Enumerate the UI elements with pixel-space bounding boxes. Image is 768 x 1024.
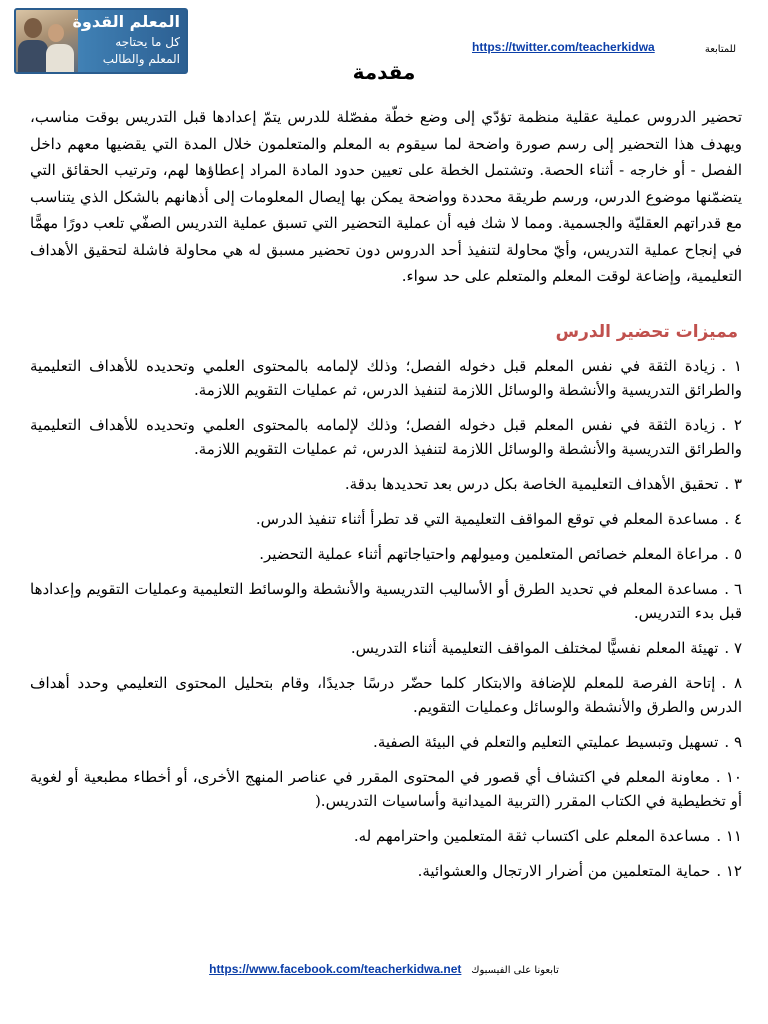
- list-item: [30, 472, 742, 496]
- item-number: ٨ .: [721, 674, 742, 692]
- logo-title: المعلم القدوة: [72, 12, 180, 31]
- item-text: مراعاة المعلم خصائص المتعلمين وميولهم واحتياجاتهم أثناء عملية التحضير.: [259, 545, 719, 563]
- follow-label: للمتابعة: [704, 44, 736, 55]
- item-text: معاونة المعلم في اكتشاف أي قصور في المحتوى المقرر في عناصر المنهج الأخرى، أو أخطاء مطبعية أو لغوية أو تخطيطية في الكتاب المقرر (التربية الميدانية وأساسيات التدريس.(: [30, 768, 742, 810]
- item-text: زيادة الثقة في نفس المعلم قبل دخوله الفصل؛ وذلك لإلمامه بالمحتوى العلمي وتحديده للأهداف التعليمية والطرائق التدريسية والأنشطة والوسائل اللازمة لتنفيذ الدرس، ثم عمليات التقويم اللازمة.: [30, 416, 742, 458]
- item-number: ٣ .: [724, 475, 742, 493]
- item-number: ١ .: [721, 357, 742, 375]
- list-item: [30, 413, 742, 461]
- item-text: مساعدة المعلم على اكتساب ثقة المتعلمين واحترامهم له.: [353, 827, 711, 845]
- item-number: ٦ .: [724, 580, 743, 598]
- item-text: مساعدة المعلم في توقع المواقف التعليمية التي قد تطرأ أثناء تنفيذ الدرس.: [255, 510, 719, 528]
- item-number: ٥ .: [724, 545, 742, 563]
- item-number: ٩ .: [724, 733, 742, 751]
- logo-line-1: كل ما يحتاجه: [115, 35, 180, 49]
- item-text: تهيئة المعلم نفسيًّا لمختلف المواقف التعليمية أثناء التدريس.: [350, 639, 719, 657]
- list-item: [30, 730, 742, 754]
- list-item: [30, 542, 742, 566]
- item-text: إتاحة الفرصة للمعلم للإضافة والابتكار كلما حضّر درسًا جديدًا، وقام بتحليل المحتوى التعليمي وحدد أهداف الدرس والطرق والأنشطة والوسائل وعمليات التقويم.: [30, 674, 742, 716]
- item-number: ١٢ .: [716, 862, 742, 880]
- item-number: ٢ .: [721, 416, 742, 434]
- facebook-link[interactable]: https://www.facebook.com/teacherkidwa.net: [209, 962, 462, 976]
- section-title: مميزات تحضير الدرس: [555, 322, 738, 342]
- list-item: [30, 354, 742, 402]
- item-number: ١١ .: [716, 827, 742, 845]
- features-list: [30, 354, 742, 894]
- item-text: تحقيق الأهداف التعليمية الخاصة بكل درس بعد تحديدها بدقة.: [344, 475, 719, 493]
- list-item: [30, 671, 742, 719]
- item-number: ٤ .: [724, 510, 742, 528]
- item-text: مساعدة المعلم في تحديد الطرق أو الأساليب التدريسية والأنشطة والوسائط التعليمية وعمليات التقويم وإعدادها قبل بدء التدريس.: [30, 580, 742, 622]
- list-item: [30, 577, 742, 625]
- footer: [0, 962, 768, 976]
- logo-line-2: المعلم والطالب: [102, 52, 180, 66]
- twitter-link[interactable]: https://twitter.com/teacherkidwa: [472, 40, 655, 54]
- page-title: مقدمة: [352, 60, 416, 84]
- list-item: [30, 636, 742, 660]
- item-text: حماية المتعلمين من أضرار الارتجال والعشوائية.: [417, 862, 711, 880]
- list-item: [30, 824, 742, 848]
- list-item: [30, 507, 742, 531]
- list-item: [30, 765, 742, 813]
- item-text: تسهيل وتبسيط عمليتي التعليم والتعلم في البيئة الصفية.: [373, 733, 719, 751]
- item-text: زيادة الثقة في نفس المعلم قبل دخوله الفصل؛ وذلك لإلمامه بالمحتوى العلمي وتحديده للأهداف التعليمية والطرائق التدريسية والأنشطة والوسائل اللازمة لتنفيذ الدرس، ثم عمليات التقويم اللازمة.: [30, 357, 742, 399]
- facebook-label: تابعونا على الفيسبوك: [471, 965, 559, 976]
- intro-paragraph: تحضير الدروس عملية عقلية منظمة تؤدّي إلى وضع خطّة مفصّلة للدرس يتمّ إعدادها قبل التدريس بوقت مناسب، ويهدف هذا التحضير إلى رسم صورة واضحة لما سيقوم به المعلم والمتعلمون خلال المدة التي يقضيها معهم داخل الفصل - أو خارجه - أثناء الحصة. وتشتمل الخطة على تعيين حدود المادة المراد إعطاؤها لهم، وترتيب الحقائق التي يتضمّنها موضوع الدرس، ورسم طريقة محددة وواضحة يمكن بها إيصال المعلومات إلى أذهانهم بالشكل الذي يتناسب مع قدراتهم العقليّة والجسمية. ومما لا شك فيه أن عملية التحضير التي تسبق عملية التدريس الصفّي تلعب دورًا مهمًّا في إنجاح عملية التدريس، وأيّ محاولة لتنفيذ أحد الدروس دون تحضير مسبق له هي محاولة فاشلة لتحقيق الأهداف التعليمية، وإضاعة لوقت المعلم والمتعلم على حد سواء.: [30, 108, 742, 285]
- item-number: ١٠ .: [715, 768, 742, 786]
- item-number: ٧ .: [724, 639, 742, 657]
- list-item: [30, 859, 742, 883]
